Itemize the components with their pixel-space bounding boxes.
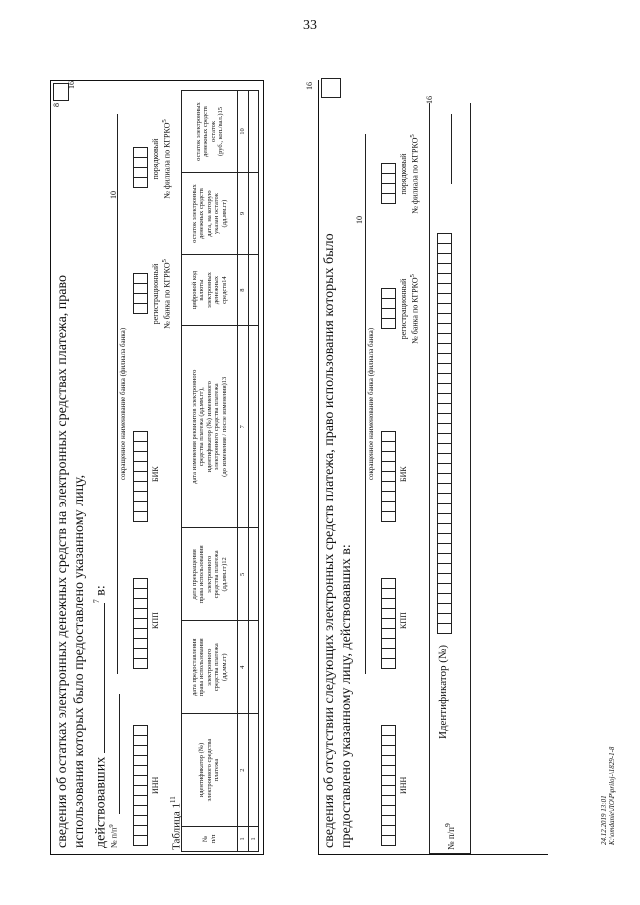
- corner-b-number: 16: [305, 82, 314, 90]
- row-1-cell[interactable]: [248, 326, 259, 528]
- th-change-date: дата изменения реквизитов электронного средства платежа (дд.мм.гг), идентификатор (№) измененного электронного средства платежа (до изменения / после изменения)13: [182, 326, 238, 528]
- tn-5: 5: [238, 528, 249, 621]
- th-currency: цифровой код валюты электронных денежных средств14: [182, 255, 238, 326]
- balances-table: [181, 90, 259, 852]
- row-1-cell[interactable]: [248, 91, 259, 173]
- tn-4: 4: [238, 621, 249, 714]
- bik-b-label: БИК: [399, 466, 408, 482]
- bik-b-cells[interactable]: [381, 432, 396, 522]
- row-1-cell[interactable]: [248, 714, 259, 827]
- inn-cells[interactable]: [133, 726, 148, 846]
- reg-no-b-label: регистрационный № банка по КГРКО$^5$: [399, 274, 420, 344]
- short-name-b-label: сокращенное наименование банка (филиала банка): [367, 327, 375, 481]
- footer-stamp: 24.12.2019 13:01 К:\omdanie\ЛО\Р\priloj-\1829-1-8: [600, 746, 616, 845]
- page-number: 33: [303, 18, 317, 33]
- inn-b-cells[interactable]: [381, 726, 396, 846]
- section-absence: [305, 80, 548, 855]
- corner-number-right: 16: [67, 81, 76, 89]
- row-1-cell[interactable]: [248, 621, 259, 714]
- reg-no-b-cells[interactable]: [381, 289, 396, 329]
- corner-number: 8: [52, 103, 61, 107]
- short-name-b-line[interactable]: [365, 134, 366, 674]
- kpp-cells[interactable]: [133, 579, 148, 669]
- bik-label: БИК: [151, 466, 160, 482]
- order-no-cells[interactable]: [133, 148, 148, 188]
- tn-10: 10: [238, 91, 249, 173]
- th-no: № п/п: [182, 826, 238, 851]
- th-end-date: дата прекращения права использования электронного средства платежа (дд.мм.гг)12: [182, 528, 238, 621]
- row-1-no: 1: [248, 826, 259, 851]
- section-balances: [50, 80, 264, 855]
- kpp-b-cells[interactable]: [381, 579, 396, 669]
- inn-b-label: ИНН: [399, 776, 408, 794]
- field-ten-label: 10: [109, 191, 118, 199]
- kpp-b-label: КПП: [399, 612, 408, 629]
- short-name-line[interactable]: [117, 114, 118, 674]
- row-1-cell[interactable]: [248, 528, 259, 621]
- row-number-b-label: № $п/п^9$: [443, 823, 456, 850]
- table-label: Таблица $1^{11}$: [169, 796, 183, 850]
- order-no-label: порядковый № филиала по КГРКО$^5$: [151, 119, 172, 199]
- field-b-ten-label: 10: [355, 216, 364, 224]
- th-balance-date: остаток электронных денежных средств дата, на которую указан остаток (дд.мм.гг): [182, 173, 238, 255]
- corner-b-box[interactable]: [321, 78, 341, 98]
- tn-2: 2: [238, 714, 249, 827]
- kpp-label: КПП: [151, 612, 160, 629]
- tn-7: 7: [238, 326, 249, 528]
- reg-no-label: регистрационный № банка по КГРКО$^5$: [151, 259, 172, 329]
- tn-8: 8: [238, 255, 249, 326]
- section-b-title: сведения об отсутствии следующих электронных средств платежа, право использования которых было предоставлено указанному лицу, действовавших в:: [322, 233, 354, 848]
- bik-cells[interactable]: [133, 432, 148, 522]
- th-grant-date: дата предоставления права использования электронного средства платежа (дд.мм.гг): [182, 621, 238, 714]
- order-no-b-label: порядковый № филиала по КГРКО$^5$: [399, 134, 420, 214]
- reg-no-cells[interactable]: [133, 274, 148, 314]
- identifier-label: Идентификатор (№): [437, 644, 449, 739]
- section-title: сведения об остатках электронных денежных средств на электронных средствах платежа, право использования которых было предоставлено указанному лицу, действовавших $^7$ в:: [55, 274, 109, 848]
- row-1-cell[interactable]: [248, 255, 259, 326]
- tn-1: 1: [238, 826, 249, 851]
- row-1-cell[interactable]: [248, 173, 259, 255]
- order-no-b-cells[interactable]: [381, 164, 396, 204]
- row-number-label: № $п/п^9$: [108, 824, 119, 848]
- identifier-line[interactable]: [451, 114, 452, 184]
- th-identifier: идентификатор (№) электронного средства платежа: [182, 714, 238, 827]
- th-balance: остаток электронных денежных средств остаток (руб., коп./вал.)15: [182, 91, 238, 173]
- corner-b16: 16: [425, 96, 434, 104]
- identifier-cells[interactable]: [437, 234, 452, 634]
- tn-9: 9: [238, 173, 249, 255]
- inn-label: ИНН: [151, 776, 160, 794]
- short-name-label: сокращенное наименование банка (филиала банка): [119, 327, 127, 481]
- row-number-field[interactable]: [119, 694, 120, 814]
